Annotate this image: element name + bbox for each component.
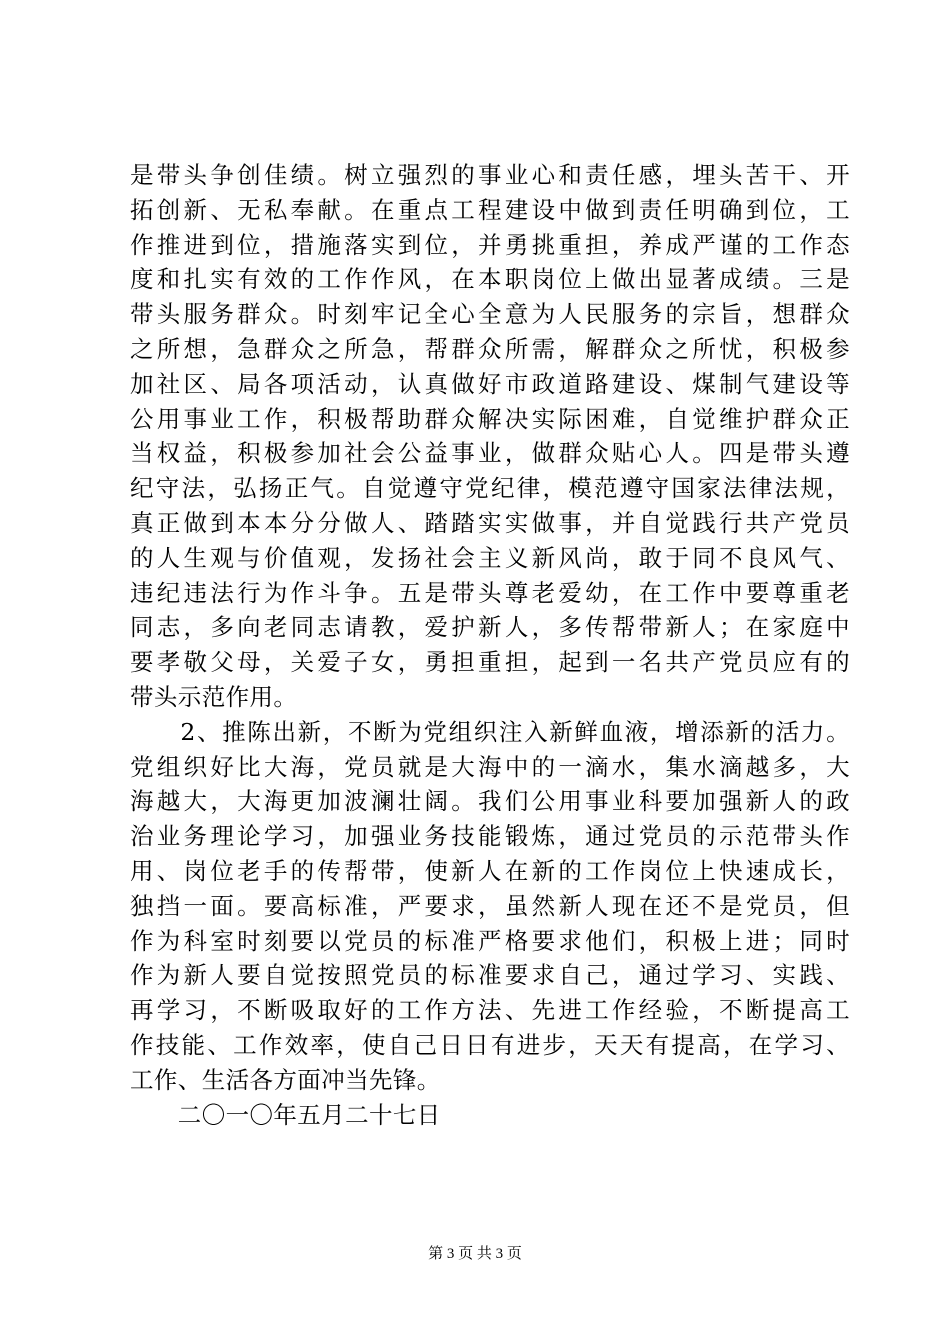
text-line: 要孝敬父母，关爱子女，勇担重担，起到一名共产党员应有的 <box>130 648 850 677</box>
document-date: 二〇一〇年五月二十七日 <box>130 1100 441 1129</box>
document-body <box>130 158 850 1132</box>
text-line: 独挡一面。要高标准，严要求，虽然新人现在还不是党员，但 <box>130 891 850 920</box>
text-line: 作为新人要自觉按照党员的标准要求自己，通过学习、实践、 <box>130 961 850 990</box>
text-line: 拓创新、无私奉献。在重点工程建设中做到责任明确到位，工 <box>130 195 850 224</box>
text-line: 当权益，积极参加社会公益事业，做群众贴心人。四是带头遵 <box>130 439 850 468</box>
text-line: 治业务理论学习，加强业务技能锻炼，通过党员的示范带头作 <box>130 822 850 851</box>
text-line: 工作、生活各方面冲当先锋。 <box>130 1065 441 1094</box>
paragraph-start-line: 2、推陈出新，不断为党组织注入新鲜血液，增添新的活力。 <box>130 717 850 746</box>
text-line: 公用事业工作，积极帮助群众解决实际困难，自觉维护群众正 <box>130 404 850 433</box>
text-line: 违纪违法行为作斗争。五是带头尊老爱幼，在工作中要尊重老 <box>130 578 850 607</box>
text-line: 带头服务群众。时刻牢记全心全意为人民服务的宗旨，想群众 <box>130 300 850 329</box>
page-number-footer: 第 3 页 共 3 页 <box>428 1246 522 1262</box>
text-line: 党组织好比大海，党员就是大海中的一滴水，集水滴越多，大 <box>130 752 850 781</box>
text-line: 是带头争创佳绩。树立强烈的事业心和责任感，埋头苦干、开 <box>130 161 850 189</box>
text-line: 海越大，大海更加波澜壮阔。我们公用事业科要加强新人的政 <box>130 787 850 816</box>
text-line: 再学习，不断吸取好的工作方法、先进工作经验，不断提高工 <box>130 996 850 1025</box>
text-line: 纪守法，弘扬正气。自觉遵守党纪律，模范遵守国家法律法规， <box>130 474 850 503</box>
text-line: 同志，多向老同志请教，爱护新人，多传帮带新人；在家庭中 <box>130 613 850 642</box>
text-line: 作技能、工作效率，使自己日日有进步，天天有提高，在学习、 <box>130 1030 850 1059</box>
text-line: 真正做到本本分分做人、踏踏实实做事，并自觉践行共产党员 <box>130 508 850 537</box>
text-line: 度和扎实有效的工作作风，在本职岗位上做出显著成绩。三是 <box>130 265 850 294</box>
text-line: 的人生观与价值观，发扬社会主义新风尚，敢于同不良风气、 <box>130 543 850 572</box>
text-line: 作为科室时刻要以党员的标准严格要求他们，积极上进；同时 <box>130 926 850 955</box>
text-line: 作推进到位，措施落实到位，并勇挑重担，养成严谨的工作态 <box>130 230 850 259</box>
text-line: 带头示范作用。 <box>130 682 298 711</box>
text-line: 加社区、局各项活动，认真做好市政道路建设、煤制气建设等 <box>130 369 850 398</box>
text-line: 之所想，急群众之所急，帮群众所需，解群众之所忧，积极参 <box>130 334 850 363</box>
text-line: 用、岗位老手的传帮带，使新人在新的工作岗位上快速成长， <box>130 856 850 885</box>
